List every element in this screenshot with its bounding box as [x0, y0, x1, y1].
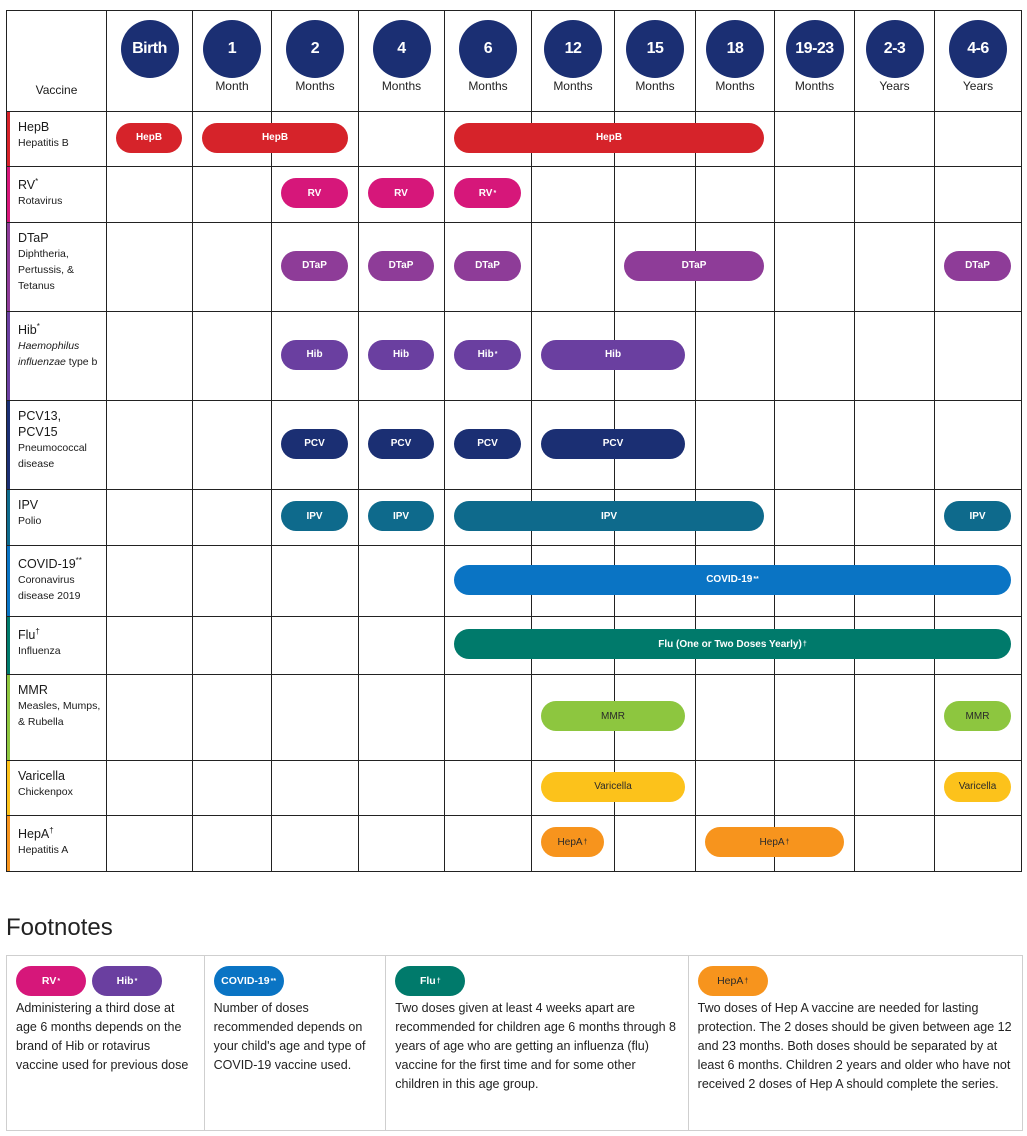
schedule-cell	[935, 112, 1022, 167]
mmr-dose-bar-0: MMR	[541, 701, 685, 731]
vaccine-label-cell	[7, 401, 107, 490]
schedule-cell	[532, 167, 615, 223]
dtap-dose-bar-3: DTaP	[624, 251, 764, 281]
schedule-cell	[193, 401, 272, 490]
vaccine-description: Chickenpox	[18, 786, 73, 798]
vaccine-description: Coronavirus disease 2019	[18, 574, 81, 603]
hib-dose-bar-1: Hib	[368, 340, 434, 370]
schedule-cell	[359, 816, 445, 872]
schedule-cell	[359, 617, 445, 675]
rv-dose-bar-1: RV	[368, 178, 434, 208]
ipv-dose-bar-1: IPV	[368, 501, 434, 531]
hepb-dose-bar-2: HepB	[454, 123, 764, 153]
schedule-cell	[696, 675, 775, 761]
vaccine-description: Influenza	[18, 645, 61, 658]
schedule-cell	[193, 167, 272, 223]
hepa-dose-bar-1: HepA †	[705, 827, 844, 857]
age-circle: 12	[544, 20, 602, 78]
hepb-dose-bar-0: HepB	[116, 123, 182, 153]
age-unit: Months	[715, 79, 755, 93]
schedule-cell	[193, 490, 272, 546]
footnote-text: Administering a third dose at age 6 months depends on the brand of Hib or rotavirus vaccine used for previous dose	[16, 1001, 189, 1072]
schedule-cell	[359, 112, 445, 167]
vaccine-description: Diphtheria, Pertussis, & Tetanus	[18, 248, 75, 292]
row-color-stripe	[7, 761, 10, 815]
row-color-stripe	[7, 490, 10, 545]
age-header-2	[272, 11, 359, 112]
vaccine-name: DTaP	[18, 231, 49, 245]
footnote-box-3	[689, 956, 1022, 1130]
vaccine-label-cell	[7, 312, 107, 401]
age-header-10	[935, 11, 1022, 112]
vaccine-description: Haemophilus influenzae type b	[18, 340, 98, 369]
schedule-cell	[775, 112, 855, 167]
footnote-pill-rv: RV *	[16, 966, 86, 996]
schedule-cell	[193, 675, 272, 761]
schedule-cell	[359, 546, 445, 617]
dtap-dose-bar-2: DTaP	[454, 251, 521, 281]
footnote-text: Number of doses recommended depends on your child's age and type of COVID-19 vaccine used.	[213, 1001, 366, 1072]
footnote-box-2	[386, 956, 688, 1130]
vaccine-name: PCV13, PCV15	[18, 409, 62, 439]
schedule-cell	[107, 490, 193, 546]
vaccine-description: Hepatitis B	[18, 137, 69, 149]
schedule-cell	[107, 223, 193, 312]
age-header-5	[532, 11, 615, 112]
footnote-pill-covid-19: COVID-19 **	[214, 966, 284, 996]
footnote-pill-flu: Flu †	[395, 966, 465, 996]
schedule-cell	[775, 490, 855, 546]
schedule-cell	[107, 312, 193, 401]
vaccine-name: RV*	[18, 177, 39, 193]
age-header-1	[193, 11, 272, 112]
age-header-4	[445, 11, 532, 112]
schedule-cell	[696, 167, 775, 223]
age-unit: Years	[962, 79, 994, 93]
schedule-cell	[855, 223, 935, 312]
vaccine-label-cell	[7, 816, 107, 872]
age-circle: 4	[373, 20, 431, 78]
schedule-cell	[696, 761, 775, 816]
vaccine-description: Polio	[18, 515, 42, 527]
dtap-dose-bar-1: DTaP	[368, 251, 434, 281]
pcv-dose-bar-1: PCV	[368, 429, 434, 459]
schedule-cell	[107, 675, 193, 761]
schedule-cell	[107, 761, 193, 816]
vaccine-row-varicella	[7, 761, 1022, 816]
schedule-cell	[775, 401, 855, 490]
footnote-box-1	[205, 956, 387, 1130]
age-header-0	[107, 11, 193, 112]
vaccine-description: Measles, Mumps, & Rubella	[18, 700, 101, 728]
schedule-cell	[775, 167, 855, 223]
age-unit: Months	[295, 79, 335, 93]
footnote-pill-group	[395, 966, 677, 996]
age-header-8	[775, 11, 855, 112]
schedule-cell	[855, 112, 935, 167]
footnote-pill-group	[214, 966, 376, 996]
age-circle: 19-23	[786, 20, 844, 78]
vaccine-label-cell	[7, 546, 107, 617]
schedule-cell	[855, 761, 935, 816]
schedule-cell	[775, 761, 855, 816]
schedule-cell	[775, 312, 855, 401]
row-color-stripe	[7, 401, 10, 489]
footnotes-panel	[6, 955, 1023, 1131]
schedule-cell	[193, 761, 272, 816]
age-circle: 1	[203, 20, 261, 78]
schedule-cell	[855, 401, 935, 490]
hib-dose-bar-2: Hib *	[454, 340, 521, 370]
schedule-cell	[775, 223, 855, 312]
ipv-dose-bar-0: IPV	[281, 501, 348, 531]
schedule-cell	[193, 816, 272, 872]
vaccine-name: Varicella	[18, 769, 66, 783]
schedule-cell	[445, 761, 532, 816]
hib-dose-bar-3: Hib	[541, 340, 685, 370]
hepb-dose-bar-1: HepB	[202, 123, 348, 153]
vaccine-label-cell	[7, 675, 107, 761]
footnote-box-0	[7, 956, 205, 1130]
hepa-dose-bar-0: HepA †	[541, 827, 604, 857]
dtap-dose-bar-0: DTaP	[281, 251, 348, 281]
footnote-pill-group	[698, 966, 1012, 996]
row-color-stripe	[7, 816, 10, 871]
schedule-cell	[107, 546, 193, 617]
vaccine-description: Hepatitis A	[18, 844, 69, 857]
footnote-pill-hepa: HepA †	[698, 966, 768, 996]
dtap-dose-bar-4: DTaP	[944, 251, 1011, 281]
vaccine-name: Hib*	[18, 322, 40, 338]
footnote-pill-hib: Hib *	[92, 966, 162, 996]
covid-dose-bar-0: COVID-19 **	[454, 565, 1011, 595]
vaccine-description: Pneumococcal disease	[18, 442, 87, 470]
pcv-dose-bar-0: PCV	[281, 429, 348, 459]
vaccine-label-cell	[7, 490, 107, 546]
schedule-cell	[696, 401, 775, 490]
row-color-stripe	[7, 112, 10, 166]
varicella-dose-bar-0: Varicella	[541, 772, 685, 802]
schedule-cell	[935, 401, 1022, 490]
vaccine-label-cell	[7, 223, 107, 312]
schedule-cell	[935, 312, 1022, 401]
schedule-cell	[107, 401, 193, 490]
schedule-cell	[615, 816, 696, 872]
schedule-cell	[775, 675, 855, 761]
age-unit: Months	[468, 79, 508, 93]
footnote-text: Two doses of Hep A vaccine are needed for lasting protection. The 2 doses should be given between age 12 and 23 months. Both doses should be separated by at least 6 months. Children 2 years and older who have not received 2 doses of Hep A should complete the series.	[697, 1001, 1012, 1091]
schedule-cell	[193, 546, 272, 617]
rv-dose-bar-2: RV *	[454, 178, 521, 208]
age-unit: Years	[879, 79, 910, 93]
age-header-7	[696, 11, 775, 112]
schedule-cell	[615, 167, 696, 223]
age-unit: Months	[381, 79, 422, 93]
schedule-cell	[272, 675, 359, 761]
schedule-cell	[193, 312, 272, 401]
ipv-dose-bar-2: IPV	[454, 501, 764, 531]
schedule-cell	[107, 167, 193, 223]
schedule-cell	[855, 167, 935, 223]
schedule-cell	[272, 816, 359, 872]
schedule-cell	[445, 816, 532, 872]
row-color-stripe	[7, 617, 10, 674]
schedule-cell	[855, 490, 935, 546]
rv-dose-bar-0: RV	[281, 178, 348, 208]
vaccine-column-header	[7, 11, 107, 112]
vaccine-name: MMR	[18, 683, 48, 697]
schedule-cell	[272, 761, 359, 816]
varicella-dose-bar-1: Varicella	[944, 772, 1011, 802]
schedule-cell	[696, 312, 775, 401]
schedule-cell	[359, 761, 445, 816]
age-circle: 18	[706, 20, 764, 78]
footnotes-title: Footnotes	[6, 914, 113, 941]
schedule-cell	[107, 617, 193, 675]
hib-dose-bar-0: Hib	[281, 340, 348, 370]
age-circle: 15	[626, 20, 684, 78]
schedule-cell	[445, 675, 532, 761]
vaccine-column-label: Vaccine	[35, 83, 78, 97]
schedule-cell	[193, 617, 272, 675]
vaccine-name: IPV	[18, 498, 39, 512]
age-circle: 6	[459, 20, 517, 78]
vaccine-label-cell	[7, 112, 107, 167]
schedule-cell	[272, 546, 359, 617]
row-color-stripe	[7, 675, 10, 760]
schedule-cell	[855, 312, 935, 401]
schedule-cell	[107, 816, 193, 872]
schedule-cell	[855, 816, 935, 872]
schedule-cell	[272, 617, 359, 675]
row-color-stripe	[7, 312, 10, 400]
vaccine-row-mmr	[7, 675, 1022, 761]
mmr-dose-bar-1: MMR	[944, 701, 1011, 731]
age-unit: Month	[215, 79, 249, 93]
vaccine-name: Flu†	[18, 627, 40, 643]
vaccine-label-cell	[7, 167, 107, 223]
schedule-cell	[359, 675, 445, 761]
pcv-dose-bar-3: PCV	[541, 429, 685, 459]
vaccine-label-cell	[7, 761, 107, 816]
age-header-3	[359, 11, 445, 112]
vaccine-label-cell	[7, 617, 107, 675]
row-color-stripe	[7, 546, 10, 616]
row-color-stripe	[7, 167, 10, 222]
vaccine-row-hepa	[7, 816, 1022, 872]
row-color-stripe	[7, 223, 10, 311]
vaccine-name: HepB	[18, 120, 50, 134]
pcv-dose-bar-2: PCV	[454, 429, 521, 459]
age-unit: Months	[553, 79, 593, 93]
age-circle: 4-6	[949, 20, 1007, 78]
vaccine-name: COVID-19**	[18, 556, 82, 572]
footnote-text: Two doses given at least 4 weeks apart are recommended for children age 6 months through 8 years of age who are getting an influenza (flu) vaccine for the first time and for some other children in this age group.	[395, 1001, 677, 1091]
schedule-cell	[532, 223, 615, 312]
vaccine-description: Rotavirus	[18, 195, 63, 208]
flu-dose-bar-0: Flu (One or Two Doses Yearly) †	[454, 629, 1011, 659]
age-circle: Birth	[121, 20, 179, 78]
schedule-cell	[935, 167, 1022, 223]
age-header-6	[615, 11, 696, 112]
schedule-cell	[935, 816, 1022, 872]
schedule-cell	[855, 675, 935, 761]
age-header-9	[855, 11, 935, 112]
schedule-cell	[193, 223, 272, 312]
vaccine-name: HepA†	[18, 826, 54, 842]
age-unit: Months	[635, 79, 675, 93]
age-circle: 2-3	[866, 20, 924, 78]
age-circle: 2	[286, 20, 344, 78]
footnote-pill-group	[16, 966, 194, 996]
ipv-dose-bar-3: IPV	[944, 501, 1011, 531]
age-unit: Months	[794, 79, 835, 93]
